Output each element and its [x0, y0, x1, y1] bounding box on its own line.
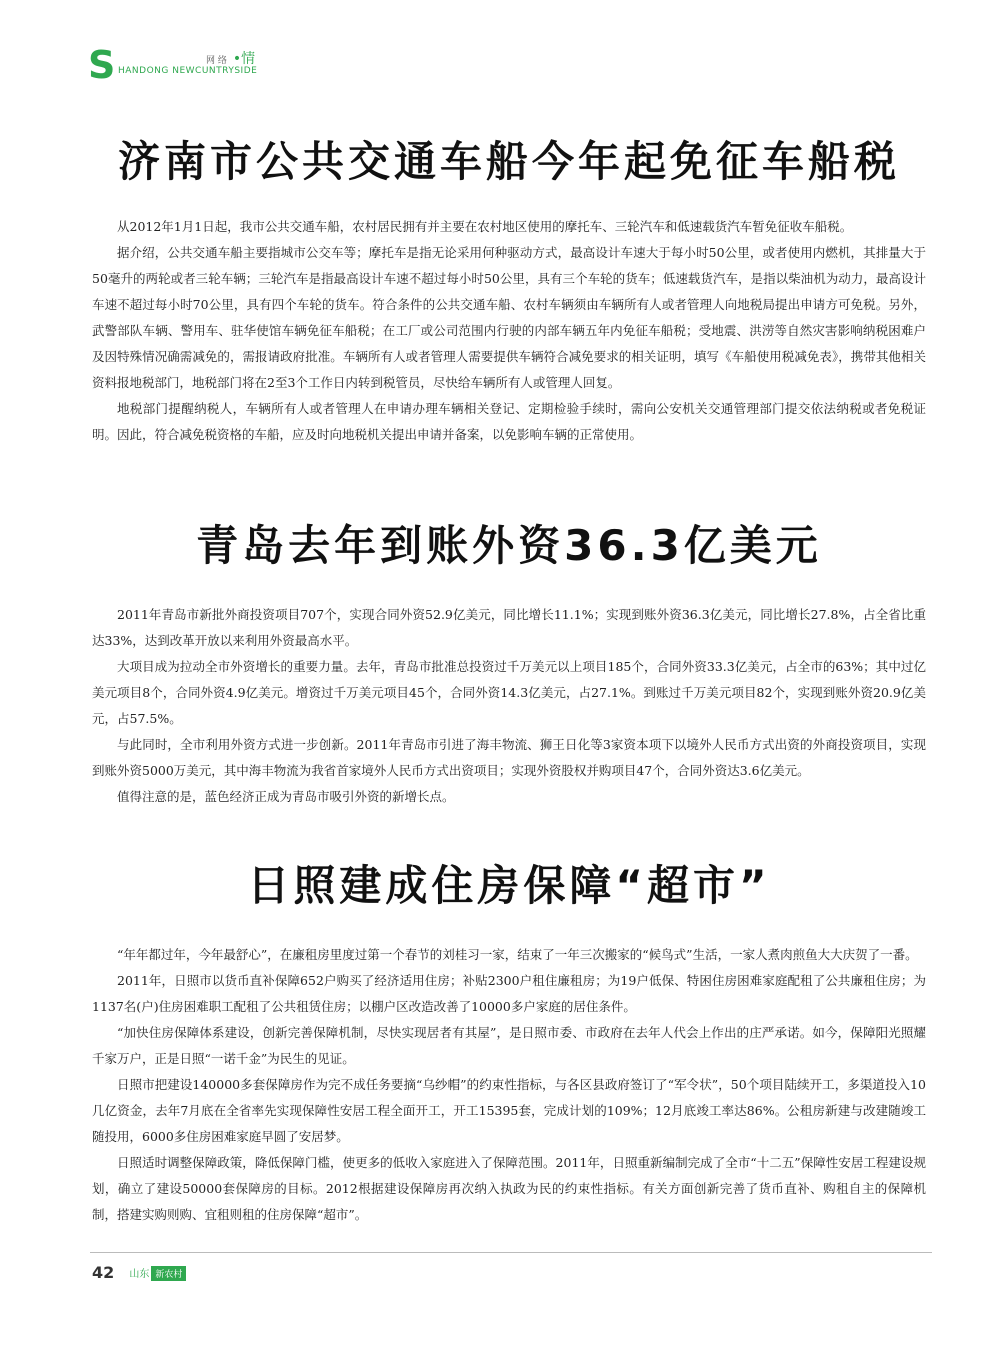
- article-title: 日照建成住房保障“超市”: [247, 861, 771, 910]
- page-footer: [92, 1262, 186, 1286]
- article-qingdao-foreign-investment: [92, 516, 926, 810]
- article-title: 青岛去年到账外资36.3亿美元: [196, 521, 822, 570]
- footer-brand-box: 新农村: [151, 1266, 186, 1281]
- paragraph: 大项目成为拉动全市外资增长的重要力量。去年，青岛市批准总投资过千万美元以上项目185个，合同外资33.3亿美元，占全市的63%；其中过亿美元项目8个，合同外资4.9亿美元。增资过千万美元项目45个，合同外资14.3亿美元，占27.1%。到账过千万美元项目82个，实现到账外资20.9亿美元，占57.5%。: [92, 659, 926, 726]
- footer-brand: [129, 1265, 186, 1281]
- paragraph: 据介绍，公共交通车船主要指城市公交车等；摩托车是指无论采用何种驱动方式，最高设计车速大于每小时50公里，或者使用内燃机，其排量大于50毫升的两轮或者三轮车辆；三轮汽车是指最高设计车速不超过每小时50公里，具有三个车轮的货车；低速载货汽车，是指以柴油机为动力，最高设计车速不超过每小时70公里，具有四个车轮的货车。符合条件的公共交通车船、农村车辆须由车辆所有人或者管理人向地税局提出申请方可免税。另外，武警部队车辆、警用车、驻华使馆车辆免征车船税；在工厂或公司范围内行驶的内部车辆五年内免征车船税；受地震、洪涝等自然灾害影响纳税困难户及因特殊情况确需减免的，需报请政府批准。车辆所有人或者管理人需要提供车辆符合减免要求的相关证明，填写《车船使用税减免表》，携带其他相关资料报地税部门，地税部门将在2至3个工作日内转到税管员，尽快给车辆所有人或管理人回复。: [92, 245, 926, 390]
- logo-letter: S: [88, 43, 116, 87]
- paragraph: “加快住房保障体系建设，创新完善保障机制，尽快实现居者有其屋”，是日照市委、市政府在去年人代会上作出的庄严承诺。如今，保障阳光照耀千家万户，正是日照“一诺千金”为民生的见证。: [92, 1025, 926, 1066]
- paragraph: 2011年青岛市新批外商投资项目707个，实现合同外资52.9亿美元，同比增长11.1%；实现到账外资36.3亿美元，同比增长27.8%，占全省比重达33%，达到改革开放以来利用外资最高水平。: [92, 607, 926, 648]
- paragraph: 从2012年1月1日起，我市公共交通车船，农村居民拥有并主要在农村地区使用的摩托车、三轮汽车和低速载货汽车暂免征收车船税。: [117, 219, 853, 234]
- section-tag-small: 网 络: [206, 56, 227, 66]
- masthead: [88, 44, 288, 88]
- article-body: [92, 602, 926, 810]
- logo-text: HANDONG NEWCUNTRYSIDE: [118, 66, 258, 76]
- paragraph: 值得注意的是，蓝色经济正成为青岛市吸引外资的新增长点。: [117, 789, 455, 804]
- section-tag-main: •情: [232, 51, 256, 67]
- article-body: [92, 214, 926, 448]
- paragraph: “年年都过年，今年最舒心”，在廉租房里度过第一个春节的刘桂习一家，结束了一年三次搬家的“候鸟式”生活，一家人煮肉煎鱼大大庆贺了一番。: [117, 947, 918, 962]
- footer-divider: [90, 1252, 932, 1253]
- article-body: [92, 942, 926, 1228]
- paragraph: 与此同时，全市利用外资方式进一步创新。2011年青岛市引进了海丰物流、狮王日化等3家资本项下以境外人民币方式出资的外商投资项目，实现到账外资5000万美元，其中海丰物流为我省首家境外人民币方式出资项目；实现外资股权并购项目47个，合同外资达3.6亿美元。: [92, 737, 926, 778]
- page-number: 42: [92, 1263, 115, 1282]
- paragraph: 日照适时调整保障政策，降低保障门槛，使更多的低收入家庭进入了保障范围。2011年，日照重新编制完成了全市“十二五”保障性安居工程建设规划，确立了建设50000套保障房的目标。2012根据建设保障房再次纳入执政为民的约束性指标。有关方面创新完善了货币直补、购租自主的保障机制，搭建实购则购、宜租则租的住房保障“超市”。: [92, 1155, 926, 1222]
- article-title: 济南市公共交通车船今年起免征车船税: [117, 137, 900, 186]
- paragraph: 2011年，日照市以货币直补保障652户购买了经济适用住房；补贴2300户租住廉租房；为19户低保、特困住房困难家庭配租了公共廉租住房；为1137名(户)住房困难职工配租了公共租赁住房；以棚户区改造改善了10000多户家庭的居住条件。: [92, 973, 926, 1014]
- section-tag: [206, 48, 255, 68]
- article-jinan-vehicle-tax: [92, 130, 926, 448]
- article-rizhao-housing: [92, 856, 926, 1228]
- paragraph: 日照市把建设140000多套保障房作为完不成任务要摘“乌纱帽”的约束性指标，与各区县政府签订了“军令状”，50个项目陆续开工，多渠道投入10几亿资金，去年7月底在全省率先实现保障性安居工程全面开工，开工15395套，完成计划的109%；12月底竣工率达86%。公租房新建与改建随竣工随投用，6000多住房困难家庭早圆了安居梦。: [92, 1077, 926, 1144]
- paragraph: 地税部门提醒纳税人，车辆所有人或者管理人在申请办理车辆相关登记、定期检验手续时，需向公安机关交通管理部门提交依法纳税或者免税证明。因此，符合减免税资格的车船，应及时向地税机关提出申请并备案，以免影响车辆的正常使用。: [92, 401, 926, 442]
- footer-brand-prefix: 山东: [129, 1268, 150, 1280]
